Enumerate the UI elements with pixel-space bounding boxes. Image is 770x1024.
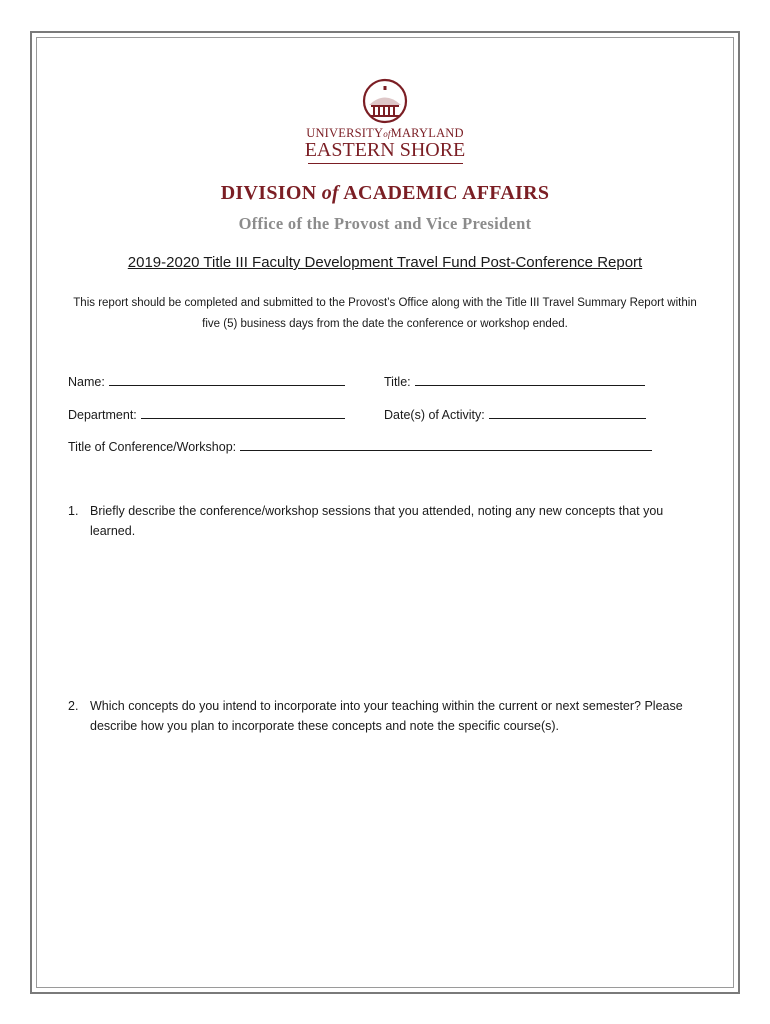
logo-university-name: UNIVERSITYofMARYLAND xyxy=(306,126,464,140)
title-label: Title: xyxy=(384,375,411,389)
question-2-number: 2. xyxy=(68,699,79,713)
dates-field[interactable] xyxy=(384,405,646,422)
title-field[interactable] xyxy=(384,372,645,389)
division-heading: DIVISION of ACADEMIC AFFAIRS xyxy=(220,182,550,204)
instructions-line-2: five (5) business days from the date the conference or workshop ended. xyxy=(202,318,568,330)
question-2-text: Which concepts do you intend to incorporate into your teaching within the current or next semester? Please describe how you plan to incorporate these concepts and note the specific course(s). xyxy=(90,699,683,733)
department-field[interactable] xyxy=(68,405,345,422)
department-input-line[interactable] xyxy=(141,405,345,419)
logo-campus-name: EASTERN SHORE xyxy=(304,139,466,161)
logo-divider xyxy=(308,163,463,164)
report-title: 2019-2020 Title III Faculty Development Travel Fund Post-Conference Report xyxy=(127,254,643,271)
dates-label: Date(s) of Activity: xyxy=(384,408,485,422)
conference-title-input-line[interactable] xyxy=(240,437,652,451)
title-input-line[interactable] xyxy=(415,372,645,386)
university-logo xyxy=(300,78,470,164)
name-input-line[interactable] xyxy=(109,372,345,386)
office-subheading: Office of the Provost and Vice President xyxy=(238,214,532,233)
dates-input-line[interactable] xyxy=(489,405,646,419)
dome-icon xyxy=(355,78,415,124)
instructions-line-1: This report should be completed and submitted to the Provost’s Office along with the Title III Travel Summary Report within xyxy=(73,297,697,309)
conference-title-label: Title of Conference/Workshop: xyxy=(68,440,237,454)
name-field[interactable] xyxy=(68,372,345,389)
instructions xyxy=(60,293,710,335)
conference-title-field[interactable] xyxy=(68,437,652,454)
question-1-number: 1. xyxy=(68,504,79,518)
question-1-text: Briefly describe the conference/workshop sessions that you attended, noting any new concepts that you learned. xyxy=(90,504,664,538)
name-label: Name: xyxy=(68,375,105,389)
question-1-answer-area[interactable] xyxy=(68,530,698,680)
question-2-answer-area[interactable] xyxy=(68,745,698,975)
department-label: Department: xyxy=(68,408,137,422)
